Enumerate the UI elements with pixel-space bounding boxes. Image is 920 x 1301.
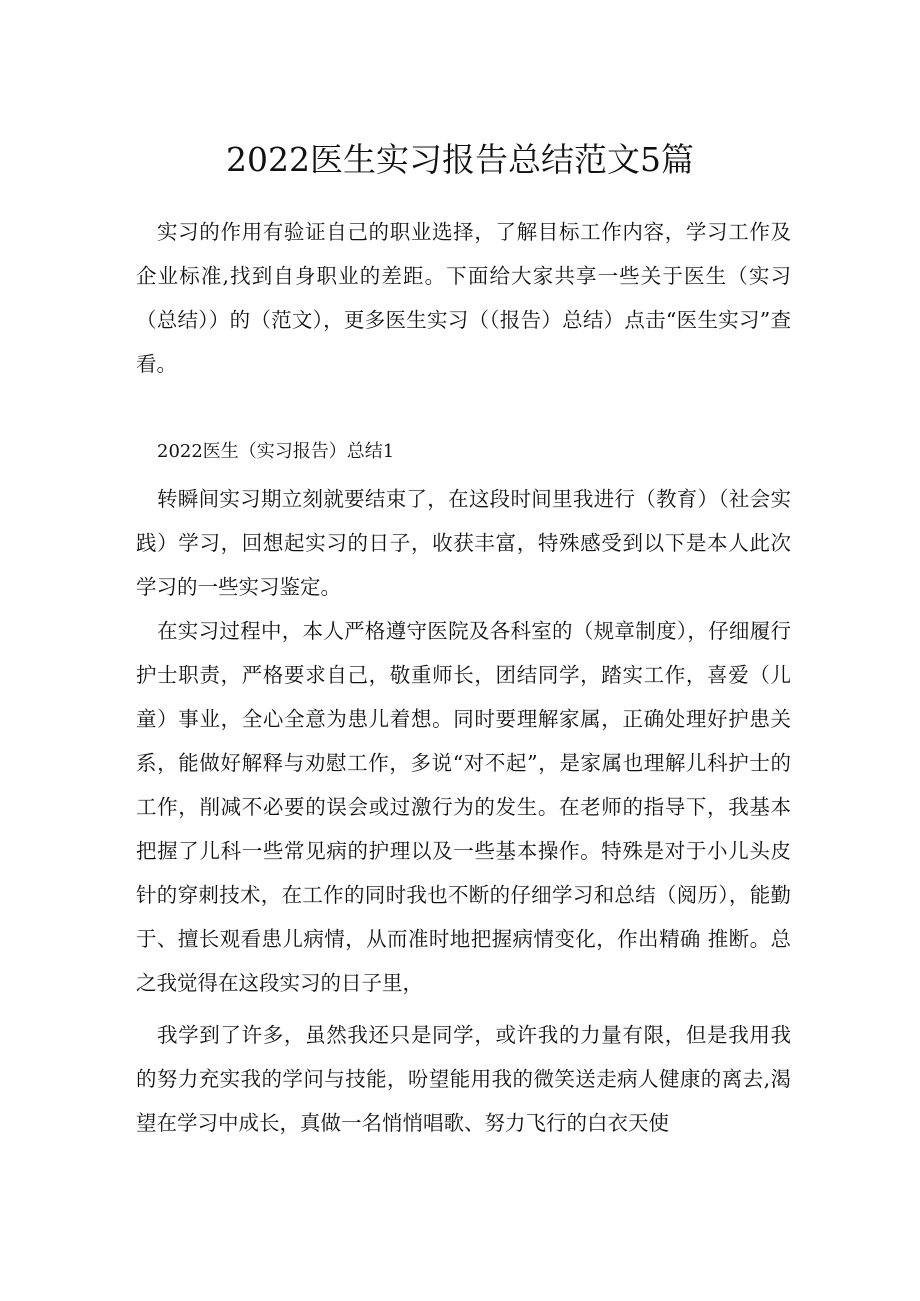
section-heading: 2022医生（实习报告）总结1 — [157, 441, 395, 462]
body-paragraph-1: 转瞬间实习期立刻就要结束了，在这段时间里我进行（教育）（社会实践）学习，回想起实习的日子，收获丰富，特殊感受到以下是本人此次学习的一些实习鉴定。 — [136, 487, 791, 599]
body-paragraph-3: 我学到了许多，虽然我还只是同学，或许我的力量有限，但是我用我的努力充实我的学问与技能，吩望能用我的微笑送走病人健康的离去,渴望在学习中成长，真做一名悄悄唱歌、努力飞行的白衣天使 — [136, 1023, 791, 1135]
intro-paragraph: 实习的作用有验证自己的职业选择，了解目标工作内容，学习工作及企业标准,找到自身职业的差距。下面给大家共享一些关于医生（实习（总结））的（范文），更多医生实习（（报告）总结）点击“医生实习”查看。 — [136, 220, 791, 376]
body-paragraph-2: 在实习过程中，本人严格遵守医院及各科室的（规章制度），仔细履行护士职责，严格要求自己，敬重师长，团结同学，踏实工作，喜爱（儿童）事业，全心全意为患儿着想。同时要理解家属，正确处理好护患关系，能做好解释与劝慰工作，多说“对不起”，是家属也理解儿科护士的工作，削减不必要的误会或过激行为的发生。在老师的指导下，我基本把握了儿科一些常见病的护理以及一些基本操作。特殊是对于小儿头皮针的穿刺技术，在工作的同时我也不断的仔细学习和总结（阅历），能勤于、擅长观看患儿病情，从而准时地把握病情变化，作出精确 推断。总之我觉得在这段实习的日子里， — [136, 619, 791, 995]
document-body — [136, 210, 791, 1145]
document-title: 2022医生实习报告总结范文5篇 — [226, 140, 694, 179]
